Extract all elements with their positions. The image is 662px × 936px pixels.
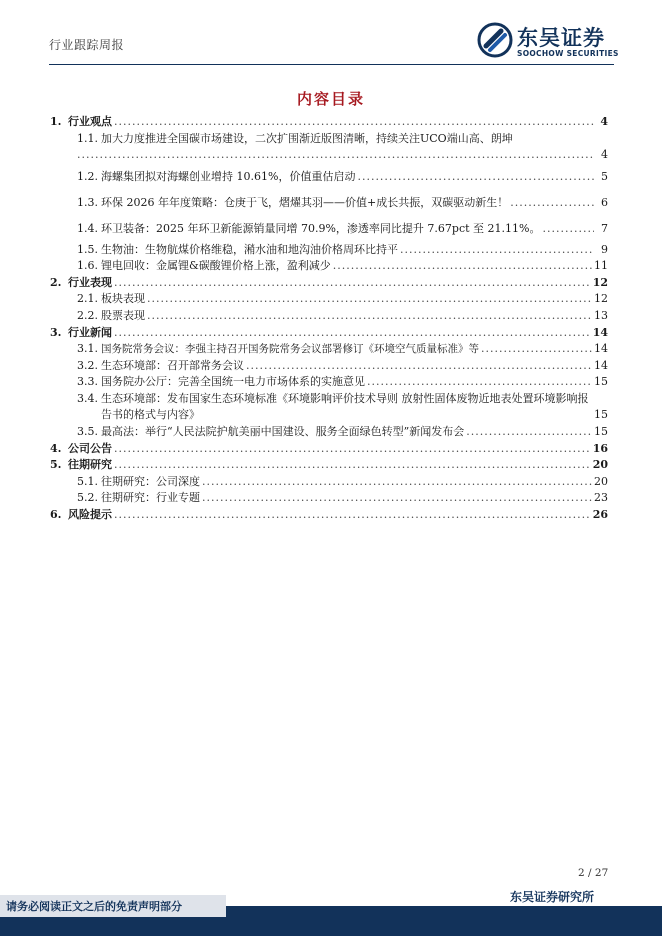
toc-entry[interactable]: 2.1. 板块表现 ..... 12 <box>50 291 608 308</box>
toc-entry-page: 5 <box>601 169 608 183</box>
toc-entry-title: 海螺集团拟对海螺创业增持 10.61%，价值重估启动 <box>101 169 356 183</box>
toc-entry-title: 风险提示 <box>68 507 112 521</box>
header-divider <box>49 64 614 65</box>
soochow-logo-icon <box>477 22 513 58</box>
toc-entry-title: 往期研究 <box>68 458 112 472</box>
toc-entry-page: 9 <box>601 242 608 256</box>
toc-entry[interactable]: 1.2. 海螺集团拟对海螺创业增持 10.61%，价值重估启动 ..... 5 <box>50 164 608 190</box>
toc-entry[interactable]: 1.3. 环保 2026 年年度策略：仓庚于飞，熠燿其羽——价值+成长共振，双碳驱动新生！ ..... 6 <box>50 190 608 216</box>
company-logo <box>477 20 627 62</box>
toc-entry-page: 13 <box>594 308 608 322</box>
toc-entry-title: 环保 2026 年年度策略：仓庚于飞，熠燿其羽——价值+成长共振，双碳驱动新生！ <box>101 195 509 209</box>
toc-entry-title: 股票表现 <box>101 308 145 322</box>
toc-entry-title: 生态环境部：召开部常务会议 <box>101 358 244 372</box>
toc-entry-page: 7 <box>601 221 608 235</box>
disclaimer-notice: 请务必阅读正文之后的免责声明部分 <box>6 900 182 913</box>
toc-entry-page: 23 <box>594 491 608 505</box>
toc-entry-title: 往期研究：公司深度 <box>101 474 200 488</box>
toc-entry-title: 最高法：举行“人民法院护航美丽中国建设、服务全面绿色转型”新闻发布会 <box>101 424 465 438</box>
toc-entry-page: 15 <box>594 407 608 421</box>
toc-entry[interactable]: 6. 风险提示 ..... 26 <box>50 507 608 524</box>
toc-entry-page: 20 <box>594 474 608 488</box>
toc-entry-page: 16 <box>592 441 608 455</box>
toc-entry-title: 公司公告 <box>68 441 112 455</box>
toc-entry-title: 加大力度推进全国碳市场建设，二次扩围渐近版图清晰，持续关注UCO端山高、朗坤 <box>101 131 513 145</box>
toc-entry-title: 环卫装备：2025 年环卫新能源销量同增 70.9%，渗透率同比提升 7.67pct 至 21.11%。 <box>101 221 541 235</box>
logo-chinese-name: 东吴证券 <box>517 26 605 50</box>
toc-title: 内容目录 <box>296 90 365 108</box>
toc-entry-title: 锂电回收：金属锂&碳酸锂价格上涨，盈利减少 <box>101 259 331 273</box>
toc-entry-title: 生态环境部：发布国家生态环境标准《环境影响评价技术导则 放射性固体废物近地表处置环境影响报告书的格式与内容》 <box>101 391 589 421</box>
toc-entry-title: 行业观点 <box>68 115 112 128</box>
toc-entry[interactable]: 5.2. 往期研究：行业专题 ..... 23 <box>50 490 608 507</box>
toc-entry-page: 14 <box>592 325 608 339</box>
toc-entry-page: 20 <box>592 458 608 472</box>
toc-entry-page: 14 <box>594 342 608 356</box>
toc-entry[interactable]: 3. 行业新闻 ..... 14 <box>50 325 608 342</box>
toc-entry-page: 4 <box>600 115 608 128</box>
toc-entry-page: 11 <box>594 259 608 273</box>
toc-entry[interactable]: 1.6. 锂电回收：金属锂&碳酸锂价格上涨，盈利减少 ..... 11 <box>50 258 608 275</box>
toc-entry-title: 行业表现 <box>68 275 112 289</box>
toc-entry-page: 15 <box>594 424 608 438</box>
toc-entry[interactable]: 5.1. 往期研究：公司深度 ..... 20 <box>50 474 608 491</box>
logo-english-name: SOOCHOW SECURITIES <box>517 49 619 58</box>
toc-entry[interactable]: 3.3. 国务院办公厅：完善全国统一电力市场体系的实施意见 ..... 15 <box>50 374 608 391</box>
toc-entry[interactable]: 1.4. 环卫装备：2025 年环卫新能源销量同增 70.9%，渗透率同比提升 7.67pct 至 21.11%。 ..... 7 <box>50 216 608 242</box>
toc-entry[interactable]: 5. 往期研究 ..... 20 <box>50 457 608 474</box>
toc-entry-title: 往期研究：行业专题 <box>101 491 200 505</box>
toc-entry-page: 12 <box>592 275 608 289</box>
toc-entry-page: 26 <box>592 507 608 521</box>
toc-entry-title: 国务院常务会议：李强主持召开国务院常务会议部署修订《环境空气质量标准》等 <box>101 343 479 356</box>
toc-entry-page: 12 <box>594 292 608 306</box>
toc-entry[interactable]: 3.1. 国务院常务会议：李强主持召开国务院常务会议部署修订《环境空气质量标准》等 ..... 14 <box>50 341 608 358</box>
toc-entry-page: 4 <box>601 147 608 161</box>
table-of-contents <box>50 114 608 524</box>
toc-entry-title: 生物油：生物航煤价格维稳，潲水油和地沟油价格周环比持平 <box>101 242 398 256</box>
institute-name: 东吴证券研究所 <box>510 890 595 904</box>
toc-entry-title: 板块表现 <box>101 292 145 306</box>
toc-entry[interactable]: 1.1. 加大力度推进全国碳市场建设，二次扩围渐近版图清晰，持续关注UCO端山高、朗坤 ..... 4 <box>50 131 608 164</box>
toc-entry-title: 行业新闻 <box>68 325 112 339</box>
toc-entry-title: 国务院办公厅：完善全国统一电力市场体系的实施意见 <box>101 375 365 389</box>
toc-entry[interactable]: 3.4. 生态环境部：发布国家生态环境标准《环境影响评价技术导则 放射性固体废物近地表处置环境影响报告书的格式与内容》 15 <box>77 391 608 421</box>
toc-entry-page: 15 <box>594 375 608 389</box>
toc-entry[interactable]: 1. 行业观点 ..... 4 <box>50 114 608 131</box>
toc-entry[interactable]: 3.5. 最高法：举行“人民法院护航美丽中国建设、服务全面绿色转型”新闻发布会 ..... 15 <box>50 424 608 441</box>
toc-entry[interactable]: 1.5. 生物油：生物航煤价格维稳，潲水油和地沟油价格周环比持平 ..... 9 <box>50 242 608 259</box>
toc-entry[interactable]: 2. 行业表现 ..... 12 <box>50 275 608 292</box>
toc-entry[interactable]: 3.2. 生态环境部：召开部常务会议 ..... 14 <box>50 358 608 375</box>
page-indicator: 2 / 27 <box>578 867 609 879</box>
toc-entry-page: 14 <box>594 358 608 372</box>
toc-entry[interactable]: 2.2. 股票表现 ..... 13 <box>50 308 608 325</box>
toc-entry[interactable]: 4. 公司公告 ..... 16 <box>50 441 608 458</box>
toc-entry-page: 6 <box>601 195 608 209</box>
report-type-label: 行业跟踪周报 <box>49 38 125 52</box>
